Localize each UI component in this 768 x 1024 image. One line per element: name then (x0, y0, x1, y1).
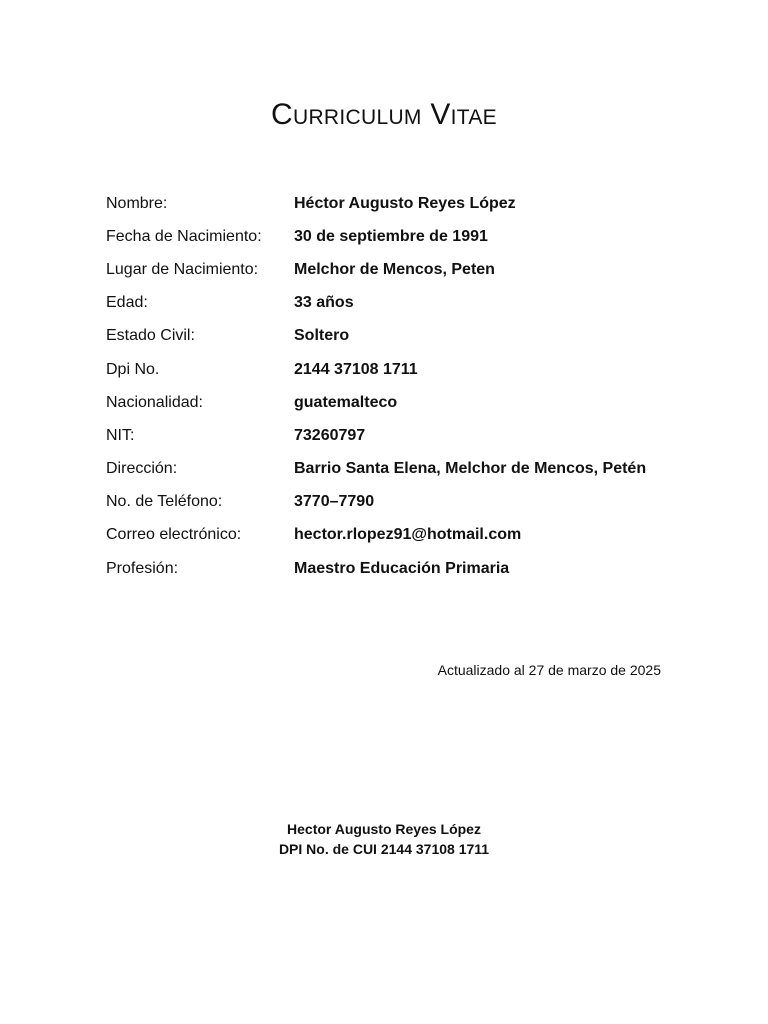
info-value: Maestro Educación Primaria (294, 559, 510, 577)
info-row-edad (106, 287, 706, 320)
info-value: 2144 37108 1711 (294, 360, 418, 378)
info-value: 30 de septiembre de 1991 (294, 227, 488, 245)
signature-name: Hector Augusto Reyes López (287, 821, 481, 837)
info-row-direccion (106, 453, 706, 486)
info-row-fecha-nacimiento (106, 220, 706, 253)
info-row-profesion (106, 552, 706, 585)
info-value: 33 años (294, 294, 354, 312)
info-value: 3770–7790 (294, 493, 375, 511)
signature-dpi: DPI No. de CUI 2144 37108 1711 (278, 841, 490, 857)
info-row-dpi (106, 353, 706, 386)
info-row-nit (106, 419, 706, 452)
updated-date: Actualizado al 27 de marzo de 2025 (437, 662, 661, 678)
info-row-telefono (106, 486, 706, 519)
info-value: Soltero (294, 327, 350, 345)
info-row-estado-civil (106, 320, 706, 353)
info-row-nacionalidad (106, 386, 706, 419)
info-label: Dpi No. (106, 360, 160, 378)
info-value: guatemalteco (294, 393, 398, 411)
info-value: Barrio Santa Elena, Melchor de Mencos, Petén (294, 460, 647, 478)
signature-block (0, 819, 768, 859)
document-title: Curriculum Vitae (271, 98, 497, 131)
info-label: Correo electrónico: (106, 526, 242, 544)
info-row-lugar-nacimiento (106, 253, 706, 286)
personal-info-list (106, 187, 706, 585)
info-label: Edad: (106, 294, 148, 312)
info-label: Nacionalidad: (106, 393, 203, 411)
info-row-nombre (106, 187, 706, 220)
info-value: Héctor Augusto Reyes López (294, 194, 516, 212)
info-label: No. de Teléfono: (106, 493, 223, 511)
info-value: hector.rlopez91@hotmail.com (294, 526, 522, 544)
info-label: Profesión: (106, 559, 179, 577)
info-value: Melchor de Mencos, Peten (294, 260, 495, 278)
info-row-correo (106, 519, 706, 552)
info-label: Fecha de Nacimiento: (106, 227, 262, 245)
info-value: 73260797 (294, 426, 366, 444)
info-label: Lugar de Nacimiento: (106, 260, 259, 278)
info-label: Nombre: (106, 194, 168, 212)
info-label: Estado Civil: (106, 327, 195, 345)
info-label: Dirección: (106, 460, 178, 478)
info-label: NIT: (106, 426, 135, 444)
